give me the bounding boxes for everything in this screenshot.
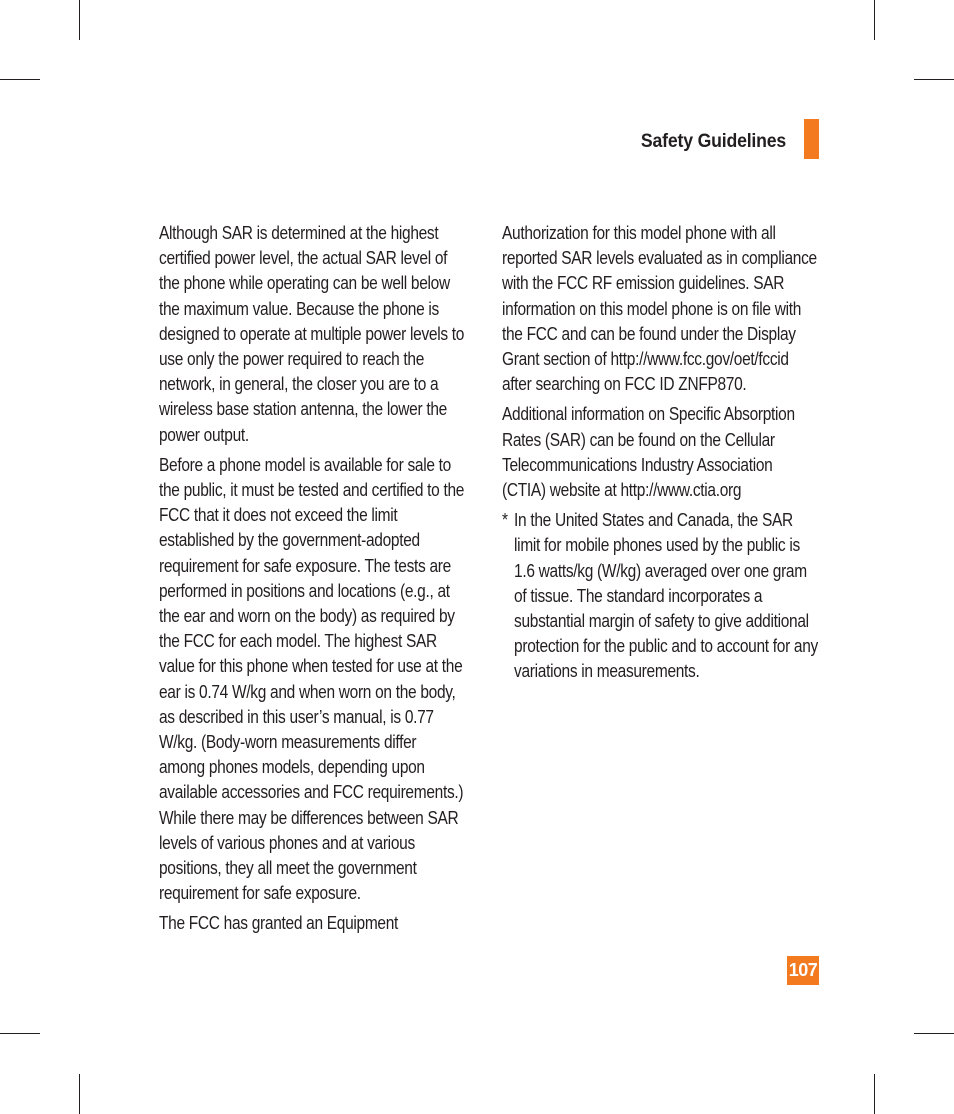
crop-mark-top-left bbox=[79, 0, 80, 40]
section-tab-marker bbox=[804, 119, 819, 159]
crop-mark-top-right-h bbox=[914, 79, 954, 80]
page-number: 107 bbox=[787, 956, 819, 985]
crop-mark-bottom-left bbox=[79, 1074, 80, 1114]
paragraph: Before a phone model is available for sale to the public, it must be tested and certified to the FCC that it does not exceed the limit established by the government-adopted requirement for safe exposure. The tests are performed in positions and locations (e.g., at the ear and worn on the body) as required by the FCC for each model. The highest SAR value for this phone when tested for use at the ear is 0.74 W/kg and when worn on the body, as described in this user’s manual, is 0.77 W/kg. (Body-worn measurements differ among phones models, depending upon available accessories and FCC requirements.) While there may be differences between SAR levels of various phones and at various positions, they all meet the government requirement for safe exposure. bbox=[159, 454, 465, 904]
footnote-marker: * bbox=[502, 510, 508, 531]
crop-mark-bottom-left-h bbox=[0, 1033, 40, 1034]
paragraph: Additional information on Specific Absorption Rates (SAR) can be found on the Cellular Telecommunications Industry Association (CTIA) website at http://www.ctia.org bbox=[502, 404, 795, 501]
section-title: Safety Guidelines bbox=[640, 131, 786, 152]
footnote bbox=[502, 508, 820, 684]
right-column bbox=[502, 221, 820, 685]
left-column bbox=[159, 221, 464, 942]
crop-mark-top-right bbox=[874, 0, 875, 40]
crop-mark-bottom-right bbox=[874, 1074, 875, 1114]
paragraph: Authorization for this model phone with all reported SAR levels evaluated as in compliance with the FCC RF emission guidelines. SAR information on this model phone is on file with the FCC and can be found under the Display Grant section of http://www.fcc.gov/oet/fccid after searching on FCC ID ZNFP870. bbox=[502, 223, 817, 395]
paragraph: The FCC has granted an Equipment bbox=[159, 913, 399, 934]
crop-mark-bottom-right-h bbox=[914, 1033, 954, 1034]
footnote-text: In the United States and Canada, the SAR limit for mobile phones used by the public is 1.6 watts/kg (W/kg) averaged over one gram of tissue. The standard incorporates a substantial margin of safety to give additional protection for the public and to account for any variations in measurements. bbox=[514, 510, 818, 682]
crop-mark-top-left-h bbox=[0, 79, 40, 80]
paragraph: Although SAR is determined at the highest certified power level, the actual SAR level of the phone while operating can be well below the maximum value. Because the phone is designed to operate at multiple power levels to use only the power required to reach the network, in general, the closer you are to a wireless base station antenna, the lower the power output. bbox=[159, 223, 465, 445]
